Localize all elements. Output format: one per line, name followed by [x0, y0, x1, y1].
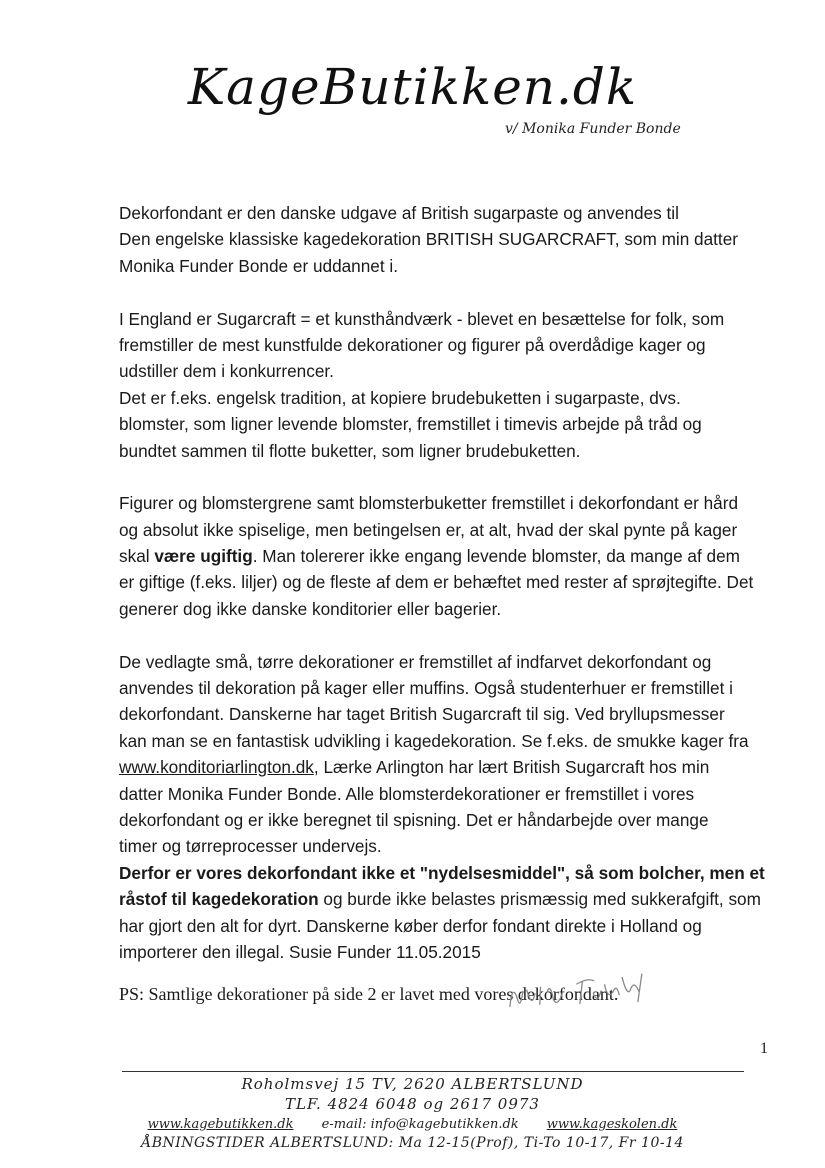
- text-line: datter Monika Funder Bonde. Alle blomsterdekorationer er fremstillet i vores: [119, 783, 695, 804]
- paragraph-2: [119, 306, 769, 464]
- paragraph-3: [119, 490, 769, 622]
- paragraph-4: [119, 649, 769, 966]
- text-line: importerer den illegal. Susie Funder 11.05.2015: [119, 941, 481, 962]
- text-line: bundtet sammen til flotte buketter, som ligner brudebuketten.: [119, 440, 581, 461]
- text-line: og absolut ikke spiselige, men betingelsen er, at alt, hvad der skal pynte på kager: [119, 519, 738, 540]
- text-segment: . Man tolererer ikke engang levende blomster, da mange af dem: [252, 546, 740, 567]
- bold-phrase: råstof til kagedekoration: [119, 889, 319, 910]
- text-line: timer og tørreprocesser undervejs.: [119, 836, 382, 857]
- bold-phrase: være ugiftig: [154, 546, 253, 567]
- text-line: [119, 754, 769, 780]
- text-segment: skal: [119, 546, 155, 567]
- text-line: anvendes til dekoration på kager eller muffins. Også studenterhuer er fremstillet i: [119, 678, 733, 699]
- text-line: I England er Sugarcraft = et kunsthåndværk - blevet en besættelse for folk, som: [119, 308, 725, 329]
- footer-divider: [122, 1071, 744, 1072]
- text-line: [119, 543, 769, 569]
- postscript: PS: Samtlige dekorationer på side 2 er lavet med vores dekorfondant.: [119, 984, 619, 1005]
- text-line: Figurer og blomstergrene samt blomsterbuketter fremstillet i dekorfondant er hård: [119, 493, 739, 514]
- footer-contacts: [0, 1115, 825, 1134]
- footer-email[interactable]: e-mail: info@kagebutikken.dk: [321, 1117, 519, 1132]
- text-line: kan man se en fantastisk udvikling i kagedekoration. Se f.eks. de smukke kager fra: [119, 730, 749, 751]
- text-line: dekorfondant. Danskerne har taget British Sugarcraft til sig. Ved bryllupsmesser: [119, 704, 725, 725]
- website-link[interactable]: www.konditoriarlington.dk: [119, 757, 314, 778]
- text-line: Den engelske klassiske kagedekoration BRITISH SUGARCRAFT, som min datter: [119, 229, 738, 250]
- letter-body: [119, 200, 769, 1008]
- bold-line: Derfor er vores dekorfondant ikke et "nydelsesmiddel", så som bolcher, men et: [119, 862, 765, 883]
- text-line: Det er f.eks. engelsk tradition, at kopiere brudebuketten i sugarpaste, dvs.: [119, 387, 681, 408]
- text-line: generer dog ikke danske konditorier eller bagerier.: [119, 598, 502, 619]
- footer-phone: TLF. 4824 6048 og 2617 0973: [285, 1095, 540, 1113]
- paragraph-1: [119, 200, 769, 279]
- text-line: Monika Funder Bonde er uddannet i.: [119, 255, 399, 276]
- page-number: 1: [760, 1040, 768, 1057]
- text-line: [119, 886, 769, 912]
- logo: KageButikken.dk: [187, 58, 638, 116]
- footer-web-link[interactable]: www.kagebutikken.dk: [147, 1117, 294, 1132]
- text-line: De vedlagte små, tørre dekorationer er fremstillet af indfarvet dekorfondant og: [119, 651, 712, 672]
- text-line: Dekorfondant er den danske udgave af British sugarpaste og anvendes til: [119, 203, 679, 223]
- footer-hours: ÅBNINGSTIDER ALBERTSLUND: Ma 12-15(Prof), Ti-To 10-17, Fr 10-14: [141, 1135, 684, 1151]
- text-line: fremstiller de mest kunstfulde dekorationer og figurer på overdådige kager og: [119, 334, 706, 355]
- text-line: har gjort den alt for dyrt. Danskerne køber derfor fondant direkte i Holland og: [119, 915, 702, 936]
- text-segment: og burde ikke belastes prismæssig med sukkerafgift, som: [318, 889, 761, 910]
- footer-address: Roholmsvej 15 TV, 2620 ALBERTSLUND: [241, 1075, 584, 1093]
- text-line: dekorfondant og er ikke beregnet til spisning. Det er håndarbejde over mange: [119, 809, 709, 830]
- logo-subtitle: v/ Monika Funder Bonde: [505, 121, 681, 137]
- text-line: udstiller dem i konkurrencer.: [119, 361, 334, 382]
- text-line: blomster, som ligner levende blomster, fremstillet i timevis arbejde på tråd og: [119, 414, 702, 435]
- text-segment: , Lærke Arlington har lært British Sugarcraft hos min: [313, 757, 710, 778]
- footer-web-link[interactable]: www.kageskolen.dk: [546, 1117, 678, 1132]
- text-line: er giftige (f.eks. liljer) og de fleste af dem er behæftet med rester af sprøjtegifte. Det: [119, 572, 754, 593]
